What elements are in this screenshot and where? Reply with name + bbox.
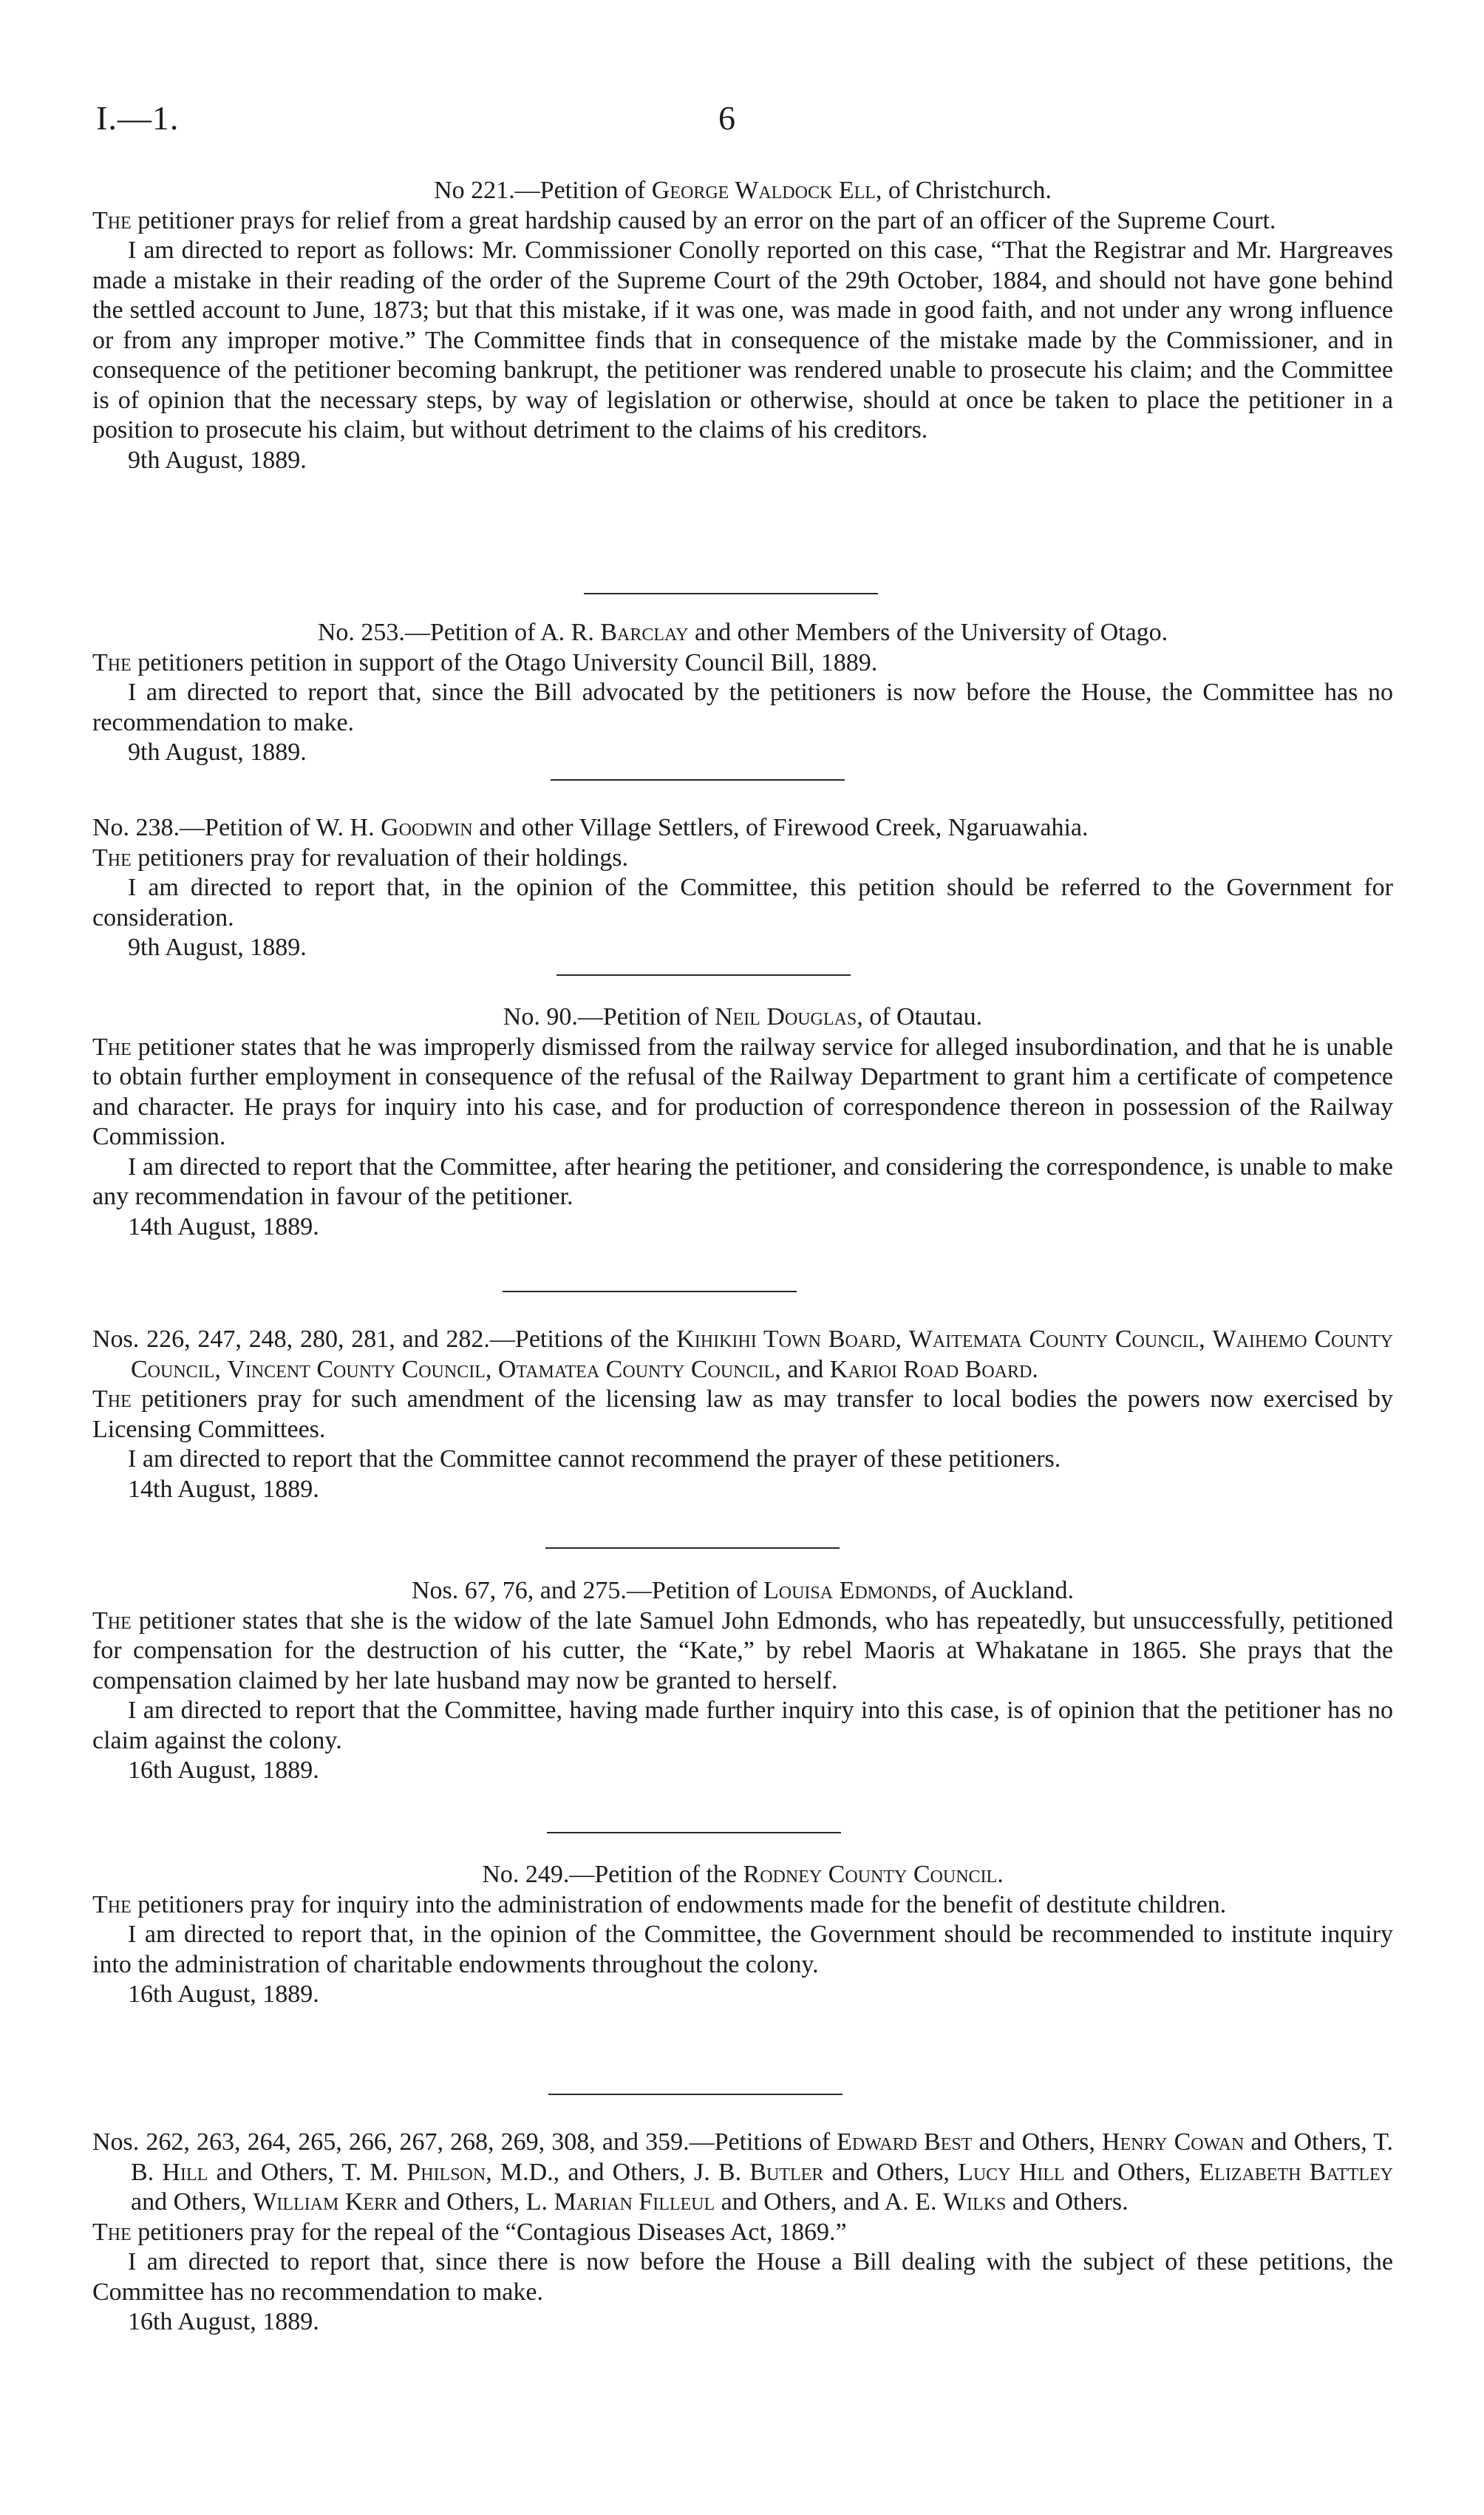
committee-report: I am directed to report that, since there is now before the House a Bill dealing with the subject of these petitions, the Committee has no recommendation to make. [92,2248,1393,2306]
petition-summary: The petitioners pray for inquiry into the administration of endowments made for the benefit of destitute children. [92,1890,1227,1918]
report-date: 9th August, 1889. [128,446,307,474]
committee-report: I am directed to report that, in the opinion of the Committee, this petition should be referred to the Government for consideration. [92,874,1393,931]
petition-title: No 221.—Petition of George Waldock Ell, of Christchurch. [434,177,1052,204]
petition-summary: The petitioners pray for the repeal of the “Contagious Diseases Act, 1869.” [92,2218,847,2246]
committee-report: I am directed to report that the Committee, after hearing the petitioner, and considering the correspondence, is unable to make any recommendation in favour of the petitioner. [92,1153,1393,1210]
petition-summary: The petitioners pray for such amendment of the licensing law as may transfer to local bodies the powers now exercised by Licensing Committees. [92,1385,1393,1443]
report-date: 16th August, 1889. [128,2308,319,2335]
petition-title: Nos. 67, 76, and 275.—Petition of Louisa Edmonds, of Auckland. [411,1577,1074,1604]
section-divider [503,1291,797,1292]
committee-report: I am directed to report that the Committee, having made further inquiry into this case, is of opinion that the petitioner has no claim against the colony. [92,1697,1393,1754]
petition-253 [92,618,1393,768]
report-date: 9th August, 1889. [128,739,307,766]
petition-summary: The petitioners petition in support of the Otago University Council Bill, 1889. [92,648,878,676]
petition-90 [92,1002,1393,1242]
petition-title: No. 90.—Petition of Neil Douglas, of Otautau. [503,1003,983,1031]
report-date: 14th August, 1889. [128,1475,319,1503]
report-date: 14th August, 1889. [128,1212,319,1240]
petition-67-76-275 [92,1576,1393,1786]
petition-summary: The petitioner prays for relief from a great hardship caused by an error on the part of an officer of the Supreme Court. [92,206,1276,234]
document-reference: I.—1. [96,99,180,137]
petition-262-359 [92,2128,1393,2338]
committee-report: I am directed to report that, in the opinion of the Committee, the Government should be recommended to institute inquiry into the administration of charitable endowments throughout the colony. [92,1921,1393,1978]
petition-summary: The petitioners pray for revaluation of their holdings. [92,844,629,872]
committee-report: I am directed to report that the Committee cannot recommend the prayer of these petitioners. [128,1445,1061,1473]
section-divider [556,974,851,976]
petition-summary: The petitioner states that he was improperly dismissed from the railway service for alleged insubordination, and that he is unable to obtain further employment in consequence of the refusal of the Railway Department to grant him a certificate of competence and character. He prays for inquiry into his case, and for production of correspondence thereon in possession of the Railway Commission. [92,1033,1393,1150]
petition-226-282 [92,1325,1393,1504]
petition-title: No. 249.—Petition of the Rodney County Council. [482,1861,1004,1888]
page-number: 6 [718,99,736,137]
section-divider [545,1547,840,1549]
petition-title: Nos. 262, 263, 264, 265, 266, 267, 268, 269, 308, and 359.—Petitions of Edward Best and Others, Henry Cowan and Others, T. B. Hill and Others, T. M. Philson, M.D., and Others, J. B. Butler and Others, Lucy Hill and Others, Elizabeth Battley and Others, William Kerr and Others, L. Marian Filleul and Others, and A. E. Wilks and Others. [92,2128,1393,2216]
petition-249 [92,1860,1393,2010]
petition-238 [92,813,1393,963]
section-divider [551,779,845,781]
petition-221 [92,176,1393,475]
report-date: 16th August, 1889. [128,1981,319,2008]
committee-report: I am directed to report as follows: Mr. Commissioner Conolly reported on this case, “That the Registrar and Mr. Hargreaves made a mistake in their reading of the order of the Supreme Court of the 29th October, 1884, and should not have gone behind the settled account to June, 1873; but that this mistake, if it was one, was made in good faith, and not under any wrong influence or from any improper motive.” The Committee finds that in consequence of the mistake made by the Commissioner, and in consequence of the petitioner becoming bankrupt, the petitioner was rendered unable to prosecute his claim; and the Committee is of opinion that the necessary steps, by way of legislation or otherwise, should at once be taken to place the petitioner in a position to prosecute his claim, but without detriment to the claims of his creditors. [92,237,1393,444]
report-date: 9th August, 1889. [128,934,307,961]
committee-report: I am directed to report that, since the Bill advocated by the petitioners is now before the House, the Committee has no recommendation to make. [92,679,1393,736]
petition-title: No. 253.—Petition of A. R. Barclay and other Members of the University of Otago. [317,619,1168,646]
petition-title: Nos. 226, 247, 248, 280, 281, and 282.—Petitions of the Kihikihi Town Board, Waitemata County Council, Waihemo County Council, Vincent County Council, Otamatea County Council, and Karioi Road Board. [92,1326,1393,1383]
section-divider [548,2094,843,2095]
petition-summary: The petitioner states that she is the widow of the late Samuel John Edmonds, who has repeatedly, but unsuccessfully, petitioned for compensation for the destruction of his cutter, the “Kate,” by rebel Maoris at Whakatane in 1865. She prays that the compensation claimed by her late husband may now be granted to herself. [92,1606,1393,1694]
section-divider [584,593,878,594]
section-divider [547,1832,841,1833]
report-date: 16th August, 1889. [128,1757,319,1784]
petition-title: No. 238.—Petition of W. H. Goodwin and other Village Settlers, of Firewood Creek, Ngaruawahia. [92,814,1089,841]
